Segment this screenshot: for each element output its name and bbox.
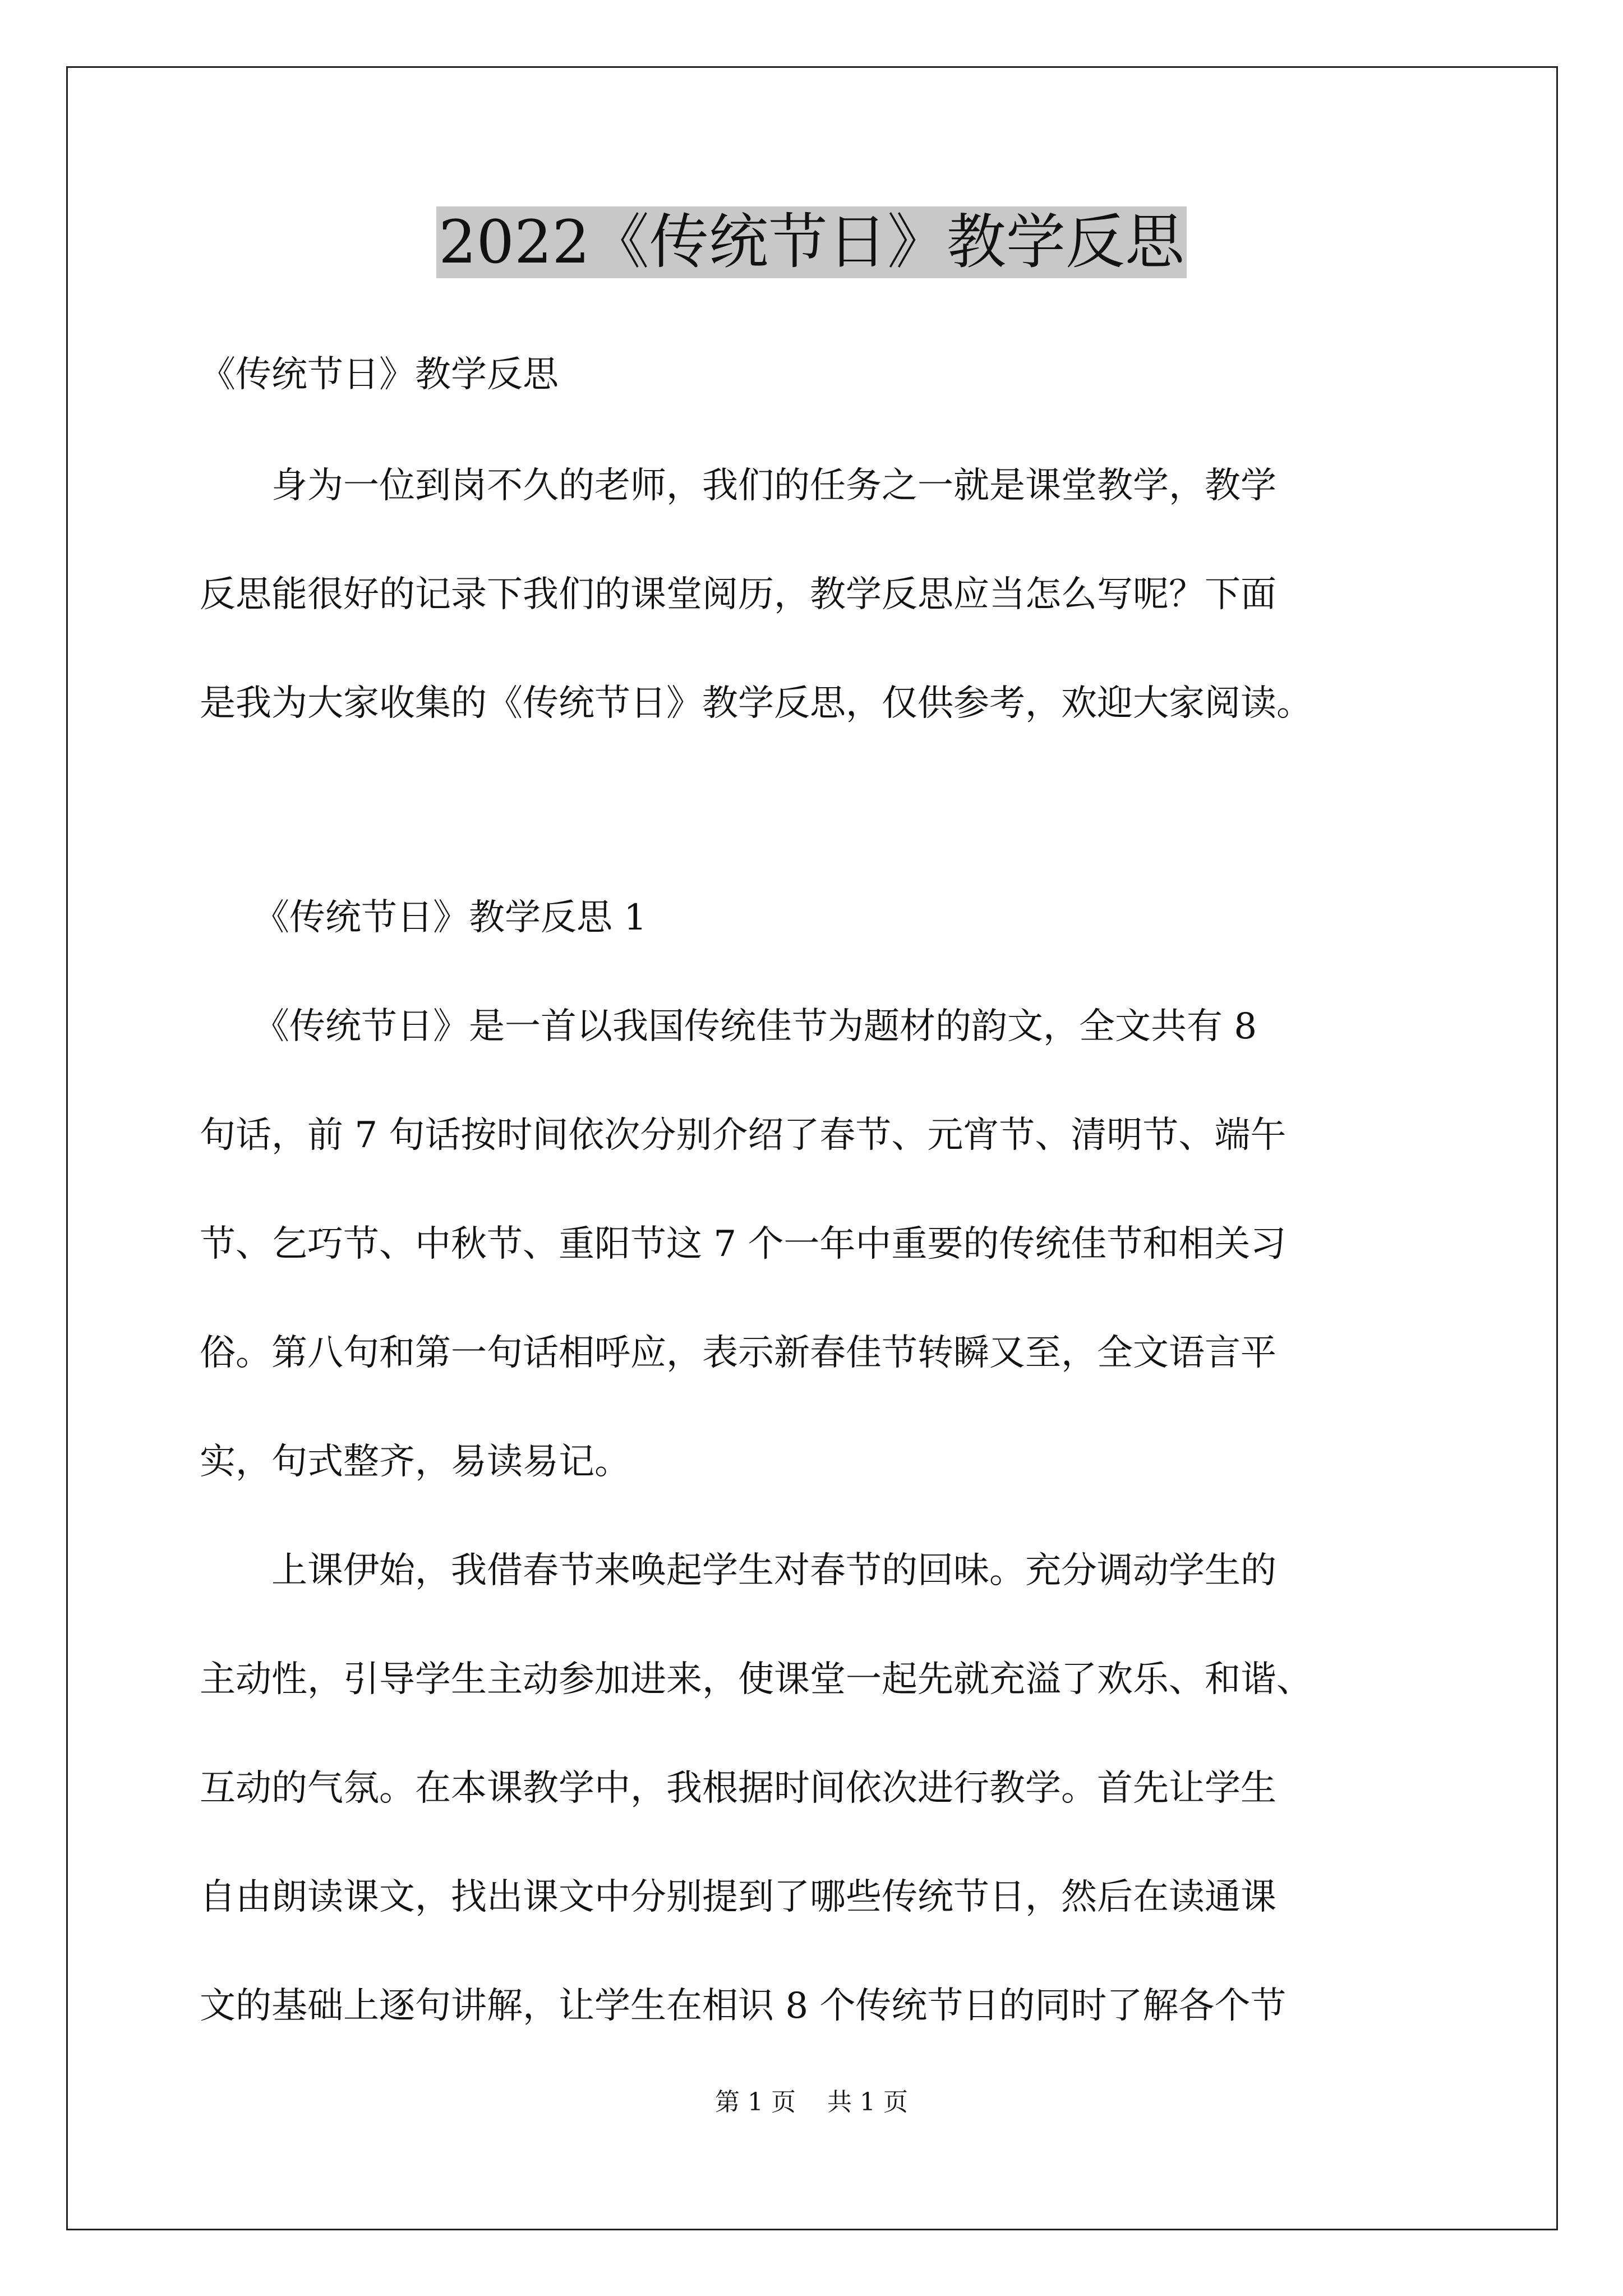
paragraph-line: 节、乞巧节、中秋节、重阳节这 7 个一年中重要的传统佳节和相关习 [200, 1223, 1287, 1265]
section-heading: 《传统节日》教学反思 1 [200, 897, 647, 938]
paragraph-line: 自由朗读课文，找出课文中分别提到了哪些传统节日，然后在读通课 [200, 1876, 1276, 1918]
title-container [0, 206, 1623, 278]
page-footer [0, 2086, 1623, 2119]
paragraph-line: 实，句式整齐，易读易记。 [200, 1441, 630, 1483]
document-subtitle: 《传统节日》教学反思 [200, 354, 559, 395]
paragraph-line: 俗。第八句和第一句话相呼应，表示新春佳节转瞬又至，全文语言平 [200, 1332, 1276, 1374]
page-total: 共 1 页 [827, 2088, 908, 2116]
paragraph-line: 反思能很好的记录下我们的课堂阅历，教学反思应当怎么写呢？下面 [200, 574, 1276, 615]
paragraph-line: 上课伊始，我借春节来唤起学生对春节的回味。充分调动学生的 [200, 1550, 1276, 1591]
page-number: 第 1 页 [715, 2088, 796, 2116]
paragraph-line: 《传统节日》是一首以我国传统佳节为题材的韵文，全文共有 8 [200, 1006, 1257, 1047]
document-title: 2022《传统节日》教学反思 [436, 206, 1187, 278]
paragraph-line: 句话，前 7 句话按时间依次分别介绍了春节、元宵节、清明节、端午 [200, 1115, 1287, 1156]
paragraph-line: 是我为大家收集的《传统节日》教学反思，仅供参考，欢迎大家阅读。 [200, 683, 1312, 724]
paragraph-line: 互动的气氛。在本课教学中，我根据时间依次进行教学。首先让学生 [200, 1768, 1276, 1809]
paragraph-line: 文的基础上逐句讲解，让学生在相识 8 个传统节日的同时了解各个节 [200, 1985, 1287, 2027]
paragraph-line: 主动性，引导学生主动参加进来，使课堂一起先就充溢了欢乐、和谐、 [200, 1659, 1312, 1700]
paragraph-line: 身为一位到岗不久的老师，我们的任务之一就是课堂教学，教学 [200, 465, 1276, 507]
